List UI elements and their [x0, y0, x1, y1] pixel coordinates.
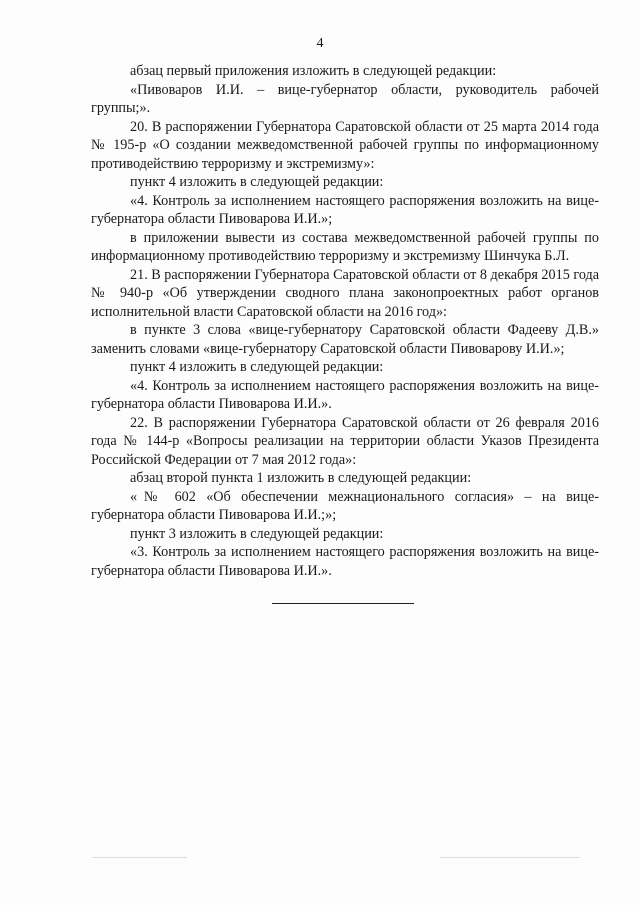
paragraph: 22. В распоряжении Губернатора Саратовской области от 26 февраля 2016 года № 144-р «Вопросы реализации на территории области Указов Президента Российской Федерации от 7 мая 2012 года»:	[91, 414, 599, 468]
paragraph: «№ 602 «Об обеспечении межнационального согласия» – на вице-губернатора области Пивоварова И.И.;»;	[91, 488, 599, 523]
paragraph: пункт 4 изложить в следующей редакции:	[130, 174, 384, 190]
paragraph: «3. Контроль за исполнением настоящего распоряжения возложить на вице-губернатора области Пивоварова И.И.».	[91, 544, 599, 579]
paragraph: абзац второй пункта 1 изложить в следующей редакции:	[130, 470, 472, 486]
scan-artifact	[92, 857, 187, 858]
paragraph: в пункте 3 слова «вице-губернатору Саратовской области Фадееву Д.В.» заменить словами «вице-губернатору Саратовской области Пивоварову И.И.»;	[91, 322, 599, 357]
document-body	[91, 62, 599, 580]
paragraph: «4. Контроль за исполнением настоящего распоряжения возложить на вице-губернатора области Пивоварова И.И.»;	[91, 192, 599, 227]
paragraph: «4. Контроль за исполнением настоящего распоряжения возложить на вице-губернатора области Пивоварова И.И.».	[91, 377, 599, 412]
end-separator-line	[272, 603, 414, 604]
scan-artifact	[440, 857, 580, 858]
paragraph: абзац первый приложения изложить в следующей редакции:	[130, 63, 497, 79]
paragraph: 20. В распоряжении Губернатора Саратовской области от 25 марта 2014 года № 195-р «О создании межведомственной рабочей группы по информационному противодействию терроризму и экстремизму»:	[91, 118, 599, 172]
paragraph: пункт 4 изложить в следующей редакции:	[130, 359, 384, 375]
paragraph: пункт 3 изложить в следующей редакции:	[130, 525, 384, 542]
paragraph: «Пивоваров И.И. – вице-губернатор области, руководитель рабочей группы;».	[91, 81, 599, 116]
paragraph: 21. В распоряжении Губернатора Саратовской области от 8 декабря 2015 года № 940-р «Об утверждении сводного плана законопроектных работ органов исполнительной власти Саратовской области на 2016 год»:	[91, 266, 600, 320]
paragraph: в приложении вывести из состава межведомственной рабочей группы по информационному противодействию терроризму и экстремизму Шинчука Б.Л.	[91, 229, 599, 264]
page-number: 4	[316, 36, 324, 51]
